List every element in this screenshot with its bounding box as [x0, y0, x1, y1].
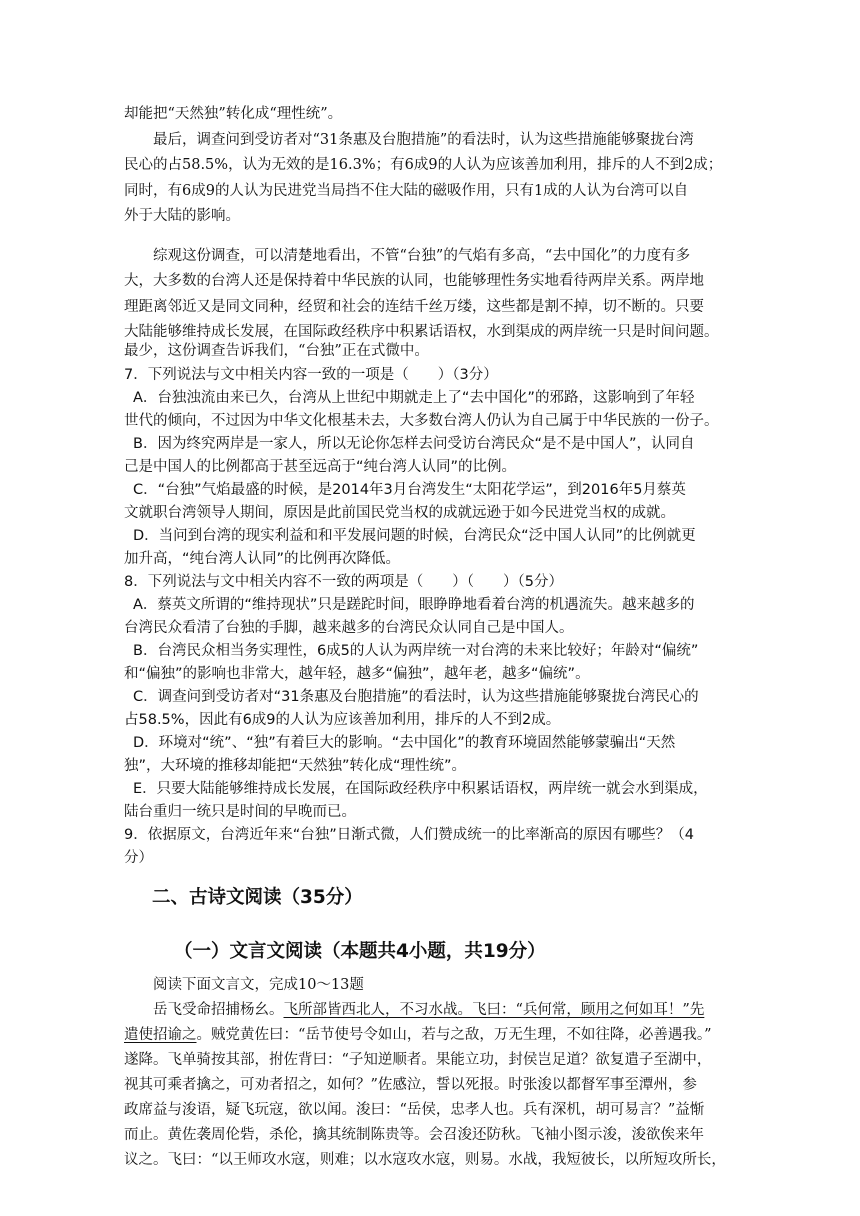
q7-option-d-cont: 加升高，“纯台湾人认同”的比例再次降低。	[124, 551, 401, 567]
question-9-stem-cont: 分）	[124, 850, 153, 866]
classical-text-line: 遂降。飞单骑按其部，拊佐背曰：“子知逆顺者。果能立功，封侯岂足道？欲复遣子至湖中，	[124, 1052, 712, 1068]
q8-option-a: A．蔡英文所谓的“维持现状”只是蹉跎时间，眼睁睁地看着台湾的机遇流失。越来越多的	[133, 597, 695, 613]
paragraph-line: 最后，调查问到受访者对“31条惠及台胞措施”的看法时，认为这些措施能够聚拢台湾	[153, 132, 694, 148]
paragraph-line: 大，大多数的台湾人还是保持着中华民族的认同，也能够理性务实地看待两岸关系。两岸地	[124, 273, 704, 289]
q7-option-b: B．因为终究两岸是一家人，所以无论你怎样去问受访台湾民众“是不是中国人”，认同自	[133, 436, 695, 452]
q8-option-a-cont: 台湾民众看清了台独的手脚，越来越多的台湾民众认同自己是中国人。	[124, 620, 574, 636]
paragraph-line: 同时，有6成9的人认为民进党当局挡不住大陆的磁吸作用，只有1成的人认为台湾可以自	[124, 183, 689, 199]
q8-option-d: D．环境对“统”、“独”有着巨大的影响。“去中国化”的教育环境固然能够蒙骗出“天然	[133, 735, 676, 751]
paragraph-line: 外于大陆的影响。	[124, 208, 240, 224]
reading-instruction: 阅读下面文言文，完成10～13题	[153, 977, 364, 993]
q8-option-e-cont: 陆台重归一统只是时间的早晚而已。	[124, 804, 356, 820]
q8-option-b: B．台湾民众相当务实理性，6成5的人认为两岸统一对台湾的未来比较好；年龄对“偏统”	[133, 643, 699, 659]
q7-option-c: C．“台独”气焰最盛的时候，是2014年3月台湾发生“太阳花学运”，到2016年5月蔡英	[133, 482, 686, 498]
classical-text-line	[153, 1000, 773, 1020]
subsection-title: （一）文言文阅读（本题共4小题，共19分）	[174, 941, 546, 962]
q8-option-c: C．调查问到受访者对“31条惠及台胞措施”的看法时，认为这些措施能够聚拢台湾民心的	[133, 689, 699, 705]
q7-option-a-cont: 世代的倾向，不过因为中华文化根基未去，大多数台湾人仍认为自己属于中华民族的一份子。	[124, 413, 719, 429]
paragraph-line: 却能把“天然独”转化成“理性统”。	[124, 106, 343, 122]
classical-text-line	[124, 1025, 744, 1045]
question-7-stem: 7．下列说法与文中相关内容一致的一项是（ ）（3分）	[124, 367, 498, 383]
q7-option-d: D．当问到台湾的现实利益和和平发展问题的时候，台湾民众“泛中国人认同”的比例就更	[133, 528, 696, 544]
q8-option-c-cont: 占58.5%，因此有6成9的人认为应该善加利用，排斥的人不到2成。	[124, 712, 561, 728]
section-title: 二、古诗文阅读（35分）	[152, 887, 363, 908]
q8-option-b-cont: 和“偏独”的影响也非常大，越年轻，越多“偏独”，越年老，越多“偏统”。	[124, 666, 590, 682]
paragraph-line: 大陆能够维持成长发展，在国际政经秩序中积累话语权，水到渠成的两岸统一只是时间问题。	[124, 324, 719, 340]
underlined-sentence: 飞所部皆西北人，不习水战。飞曰：“兵何常，顾用之何如耳！”先	[283, 1002, 705, 1018]
classical-text-line: 而止。黄佐袭周伦砦，杀伦，擒其统制陈贵等。会召浚还防秋。飞袖小图示浚，浚欲俟来年	[124, 1127, 704, 1143]
classical-text-line: 政席益与浚语，疑飞玩寇，欲以闻。浚曰：“岳侯，忠孝人也。兵有深机，胡可易言？”益惭	[124, 1102, 705, 1118]
classical-text-line: 议之。飞曰：“以王师攻水寇，则难；以水寇攻水寇，则易。水战，我短彼长，以所短攻所长，	[124, 1152, 726, 1168]
q8-option-e: E．只要大陆能够维持成长发展，在国际政经秩序中积累话语权，两岸统一就会水到渠成，	[133, 781, 708, 797]
underlined-sentence: 遣使招谕之	[124, 1027, 197, 1043]
paragraph-line: 综观这份调查，可以清楚地看出，不管“台独”的气焰有多高，“去中国化”的力度有多	[153, 248, 691, 264]
question-8-stem: 8．下列说法与文中相关内容不一致的两项是（ ）（ ）（5分）	[124, 574, 563, 590]
q7-option-a: A．台独浊流由来已久，台湾从上世纪中期就走上了“去中国化”的邪路，这影响到了年轻	[133, 390, 695, 406]
paragraph-line: 最少，这份调查告诉我们，“台独”正在式微中。	[124, 343, 429, 359]
text-span: 。贼党黄佐曰：“岳节使号令如山，若与之敌，万无生理，不如往降，必善遇我。”	[196, 1027, 712, 1043]
q7-option-c-cont: 文就职台湾领导人期间，原因是此前国民党当权的成就远逊于如今民进党当权的成就。	[124, 505, 675, 521]
q7-option-b-cont: 己是中国人的比例都高于甚至远高于“纯台湾人认同”的比例。	[124, 459, 517, 475]
text-span: 岳飞受命招捕杨幺。	[153, 1002, 284, 1018]
paragraph-line: 理距离邻近又是同文同种，经贸和社会的连结千丝万缕，这些都是割不掉，切不断的。只要	[124, 299, 704, 315]
q8-option-d-cont: 独”，大环境的推移却能把“天然独”转化成“理性统”。	[124, 758, 467, 774]
paragraph-line: 民心的占58.5%，认为无效的是16.3%；有6成9的人认为应该善加利用，排斥的人不到2成；	[124, 157, 723, 173]
classical-text-line: 视其可乘者擒之，可劝者招之，如何？”佐感泣，誓以死报。时张浚以都督军事至潭州，参	[124, 1077, 697, 1093]
question-9-stem: 9．依据原文，台湾近年来“台独”日渐式微，人们赞成统一的比率渐高的原因有哪些？（4	[124, 827, 694, 843]
